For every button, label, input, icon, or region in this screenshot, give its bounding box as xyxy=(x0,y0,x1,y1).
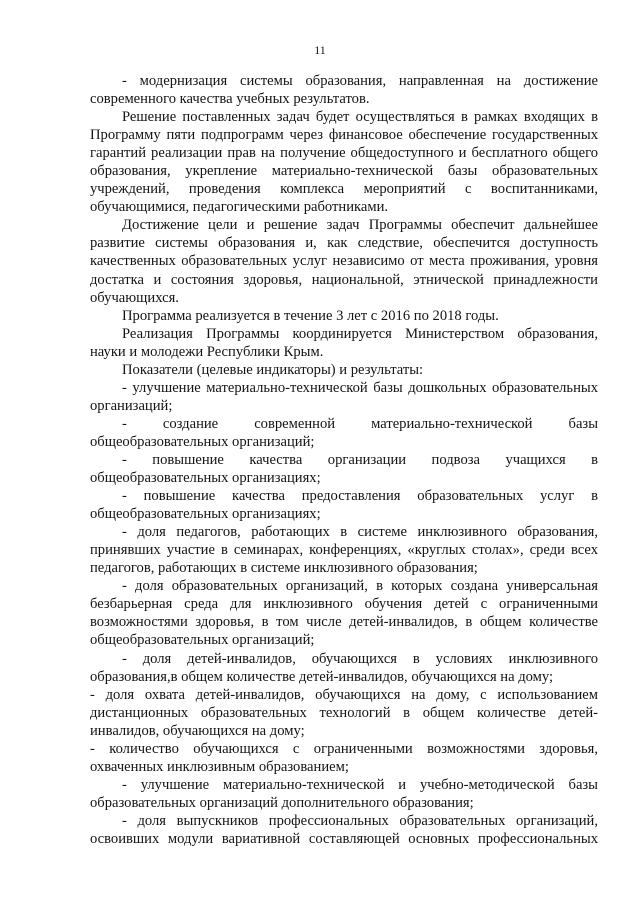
indicator-general-education-base: - создание современной материально-технической базы общеобразовательных организаций; xyxy=(90,415,598,450)
indicator-preschool-base: - улучшение материально-технической базы дошкольных образовательных организаций; xyxy=(90,379,598,414)
indicator-barrier-free-share: - доля образовательных организаций, в которых создана универсальная безбарьерная среда для инклюзивного обучения детей с ограниченными возможностями здоровья, в том числе детей-инвалидов, в общем количестве общеобразовательных организаций; xyxy=(90,578,598,649)
paragraph-program-term: Программа реализуется в течение 3 лет с 2016 по 2018 годы. xyxy=(122,307,499,324)
paragraph-tasks-solution: Решение поставленных задач будет осуществляться в рамках входящих в Программу пяти подпрограмм через финансовое обеспечение государственных гарантий реализации прав на получение общедоступного и бесплатного общего образования, укрепление материально-технической базы образовательных учреждений, проведения комплекса мероприятий с воспитанниками, обучающимися, педагогическими работниками. xyxy=(90,109,598,216)
page-number: 11 xyxy=(314,43,326,57)
indicator-home-distance-share: - доля охвата детей-инвалидов, обучающихся на дому, с использованием дистанционных образовательных технологий в общем количестве детей-инвалидов, обучающихся на дому; xyxy=(90,686,598,739)
indicator-inclusive-count: - количество обучающихся с ограниченными возможностями здоровья, охваченных инклюзивным образованием; xyxy=(90,740,598,775)
paragraph-modernization: - модернизация системы образования, направленная на достижение современного качества учебных результатов. xyxy=(90,73,598,108)
indicator-service-quality: - повышение качества предоставления образовательных услуг в общеобразовательных организациях; xyxy=(90,488,598,523)
paragraph-goal-achievement: Достижение цели и решение задач Программы обеспечит дальнейшее развитие системы образования и, как следствие, обеспечится доступность качественных образовательных услуг независимо от места проживания, уровня достатка и состояния здоровья, национальной, этнической принадлежности обучающихся. xyxy=(90,217,598,306)
indicator-additional-education-base: - улучшение материально-технической и учебно-методической базы образовательных организаций дополнительного образования; xyxy=(90,776,598,811)
paragraph-program-coordination: Реализация Программы координируется Министерством образования, науки и молодежи Республики Крым. xyxy=(90,325,598,360)
indicator-inclusive-disabled-share: - доля детей-инвалидов, обучающихся в условиях инклюзивного образования,в общем количестве детей-инвалидов, обучающихся на дому; xyxy=(90,650,598,685)
paragraph-indicators-heading: Показатели (целевые индикаторы) и результаты: xyxy=(122,361,424,378)
page-body xyxy=(90,72,598,848)
indicator-student-transport: - повышение качества организации подвоза учащихся в общеобразовательных организациях; xyxy=(90,451,598,487)
indicator-teachers-share: - доля педагогов, работающих в системе инклюзивного образования, принявших участие в семинарах, конференциях, «круглых столах», среди всех педагогов, работающих в системе инклюзивного образования; xyxy=(90,524,598,577)
indicator-graduates-share: - доля выпускников профессиональных образовательных организаций, освоивших модули вариативной составляющей основных профессиональных xyxy=(90,812,598,847)
